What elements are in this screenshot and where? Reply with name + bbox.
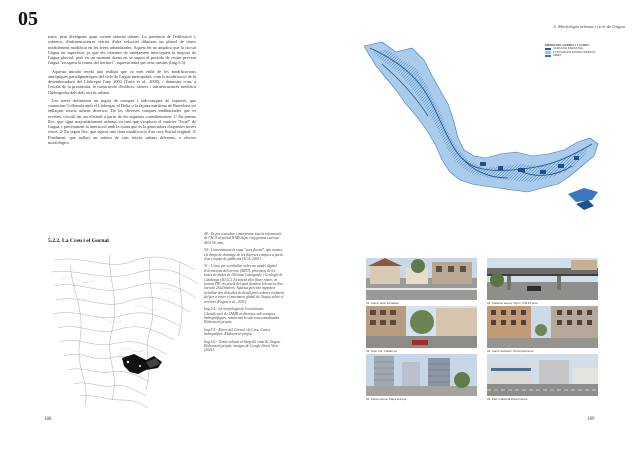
footnotes <box>204 232 284 356</box>
figure-caption: Img.5.4.- La morfologia de l'escolament. Classificació de l'AMB en diversos sub-conques hidrogràfiques, remarcant la sub-conca analitzada. Elaboració pròpia. <box>204 307 280 325</box>
legend-swatch <box>545 51 551 54</box>
photo-caption: 04. Cantó Salvador, Perpinyà/Carrer <box>487 349 534 353</box>
photo-caption: 06. Parc industrial Zona Franca <box>487 397 528 401</box>
chapter-number: 05 <box>18 8 38 30</box>
watershed-map-graphic <box>362 38 612 238</box>
photo-cell <box>366 258 477 305</box>
photo-cell <box>366 306 477 353</box>
street-view-photo <box>366 354 477 396</box>
legend-label: XARXA DE DRENATGE <box>553 46 584 51</box>
photo-cell <box>487 306 598 353</box>
regional-contour-map <box>50 250 200 410</box>
contour-map-graphic <box>50 250 200 410</box>
footnote: 49.- Es pot consultar i interpretar tota la informació de l'ACA al portal WMS https://sig.gencat.cat/ows/ AIGUA/ wms <box>204 232 282 245</box>
street-view-photo <box>487 306 598 348</box>
watershed-map <box>362 38 612 238</box>
legend-label: ÀMBIT <box>553 53 562 58</box>
legend-swatch <box>545 48 551 51</box>
body-paragraph: Les rieres defineixen un seguit de conques i sub-conques de captació, que connecten Collserola amb el Llobregat, el Delta o la façana marítima de Barcelona tot enllaçant teixits urbans diversos. De les diverses conques endibuixades que es revelen, s'escull un cas d'estudi a partir de les següents consideracions: 1/ En primer lloc, que sigui majoritàriament urbana, en tant que s'exploris el caràcter "local" de l'aigua, i precisament la interacció amb la ciutat que és la generadora d'aquestes noves rieres. 2/ En segon lloc, que suposi una clara modificació d'un curs fluvial original. 3/ Finalment, que enllaci un mínim de cinc teixits urbans diferents, a efectes morfològics. <box>48 97 196 145</box>
legend-swatch <box>545 55 551 58</box>
body-text <box>48 34 196 148</box>
photo-caption: 02. Viaducte elevat, Vigor i C/B-10 area <box>487 301 538 305</box>
street-view-photo <box>366 306 477 348</box>
body-paragraph: tuara, però divergents quan creuen entorns urbans. La presència de l'edificació i, sobretot, d'infraestructures viàries d'alta velocitat dibuixen un planol de rieres notablement modificat en les àrees urbanitzades. Aquest fet no amplica que la circuit l'aigua en superficie, ja que els sistemes de sanejament intercepten la majoria de l'aigua pluvial, però en un moment donat en se supon el període de retorn prevent l'aigua "recupera la forma del territori", aquesta anirà per seus camins (Img.5.3). <box>48 34 196 66</box>
legend-item <box>545 54 601 57</box>
photo-caption: 05. Ciutat oberta, Plaça Europa <box>366 397 407 401</box>
photo-cell <box>366 354 477 401</box>
street-view-photo <box>487 354 598 396</box>
page-number-left: 188 <box>44 417 52 422</box>
legend-title: RIERES DEL GORNAL I LA CREU <box>545 43 590 47</box>
street-view-photo <box>366 258 477 300</box>
running-head: 5. Morfologia urbana i cicle de l'aigua <box>553 24 625 29</box>
photo-caption: 01. Carrer antic Fontaleta <box>366 301 399 305</box>
photo-cell <box>487 354 598 401</box>
footnote: 51.- L'eina per a treballar sobre un model digital d'elevacions del terreny (MDT), provinent de les bases de dades de l'Institut Cartogràfic i Geològic de Catalunya (ICGC). Es tracta d'un fitxer ràster, en format TIF, els píxels del qual denoten l'elevació d'un àrea de 25x25metres. Aquesta precisió impedeix treballar des d'escales de detall però sobreix realment del per a veure el moviment global de l'aigua sobre el territori (Fagua et al., 2011). <box>204 264 284 304</box>
figure-caption: Img.5.6.- Teixits urbans al llarg del camí de l'aigua. Elaboració pròpia, imatges de Google Street View (2021). <box>204 339 281 353</box>
map-legend <box>545 44 601 58</box>
photo-cell <box>487 258 598 305</box>
body-paragraph: Aquesta mirada revela una realitat que va més enllà de les modificacions antròpiques paradigmàtiques del cicle de l'aigua metropolità, com la modificació de la desembocadura del Llobregat l'any 2004 (Torra et al., 2008), i demostra com, a l'escala de la proximitat, la construcció d'edificis, carrers i infraestructures modifica l'hidrografia dels dels teixits urbans. <box>48 68 197 95</box>
footnote: 50.- Concretament la capa "cors fluvial", que mostra els draps de drenatge de les diverses conques a partir d'un conjunt de publicats (ACA, 2001). <box>204 248 284 262</box>
street-view-photo <box>487 258 598 300</box>
page-number-right: 189 <box>587 417 595 422</box>
legend-label: TOPOGRAFIA INTERCONNEXIÓ <box>553 49 596 54</box>
section-heading: 5.2.2. La Creu i el Gornal <box>48 238 109 244</box>
photo-caption: 03. Gran Via, Catalunya <box>366 349 397 353</box>
figure-caption: Img.5.5.- Rieres del Gornal i la Creu. Conca hidrogràfica. Elaboració pròpia. <box>204 327 270 337</box>
